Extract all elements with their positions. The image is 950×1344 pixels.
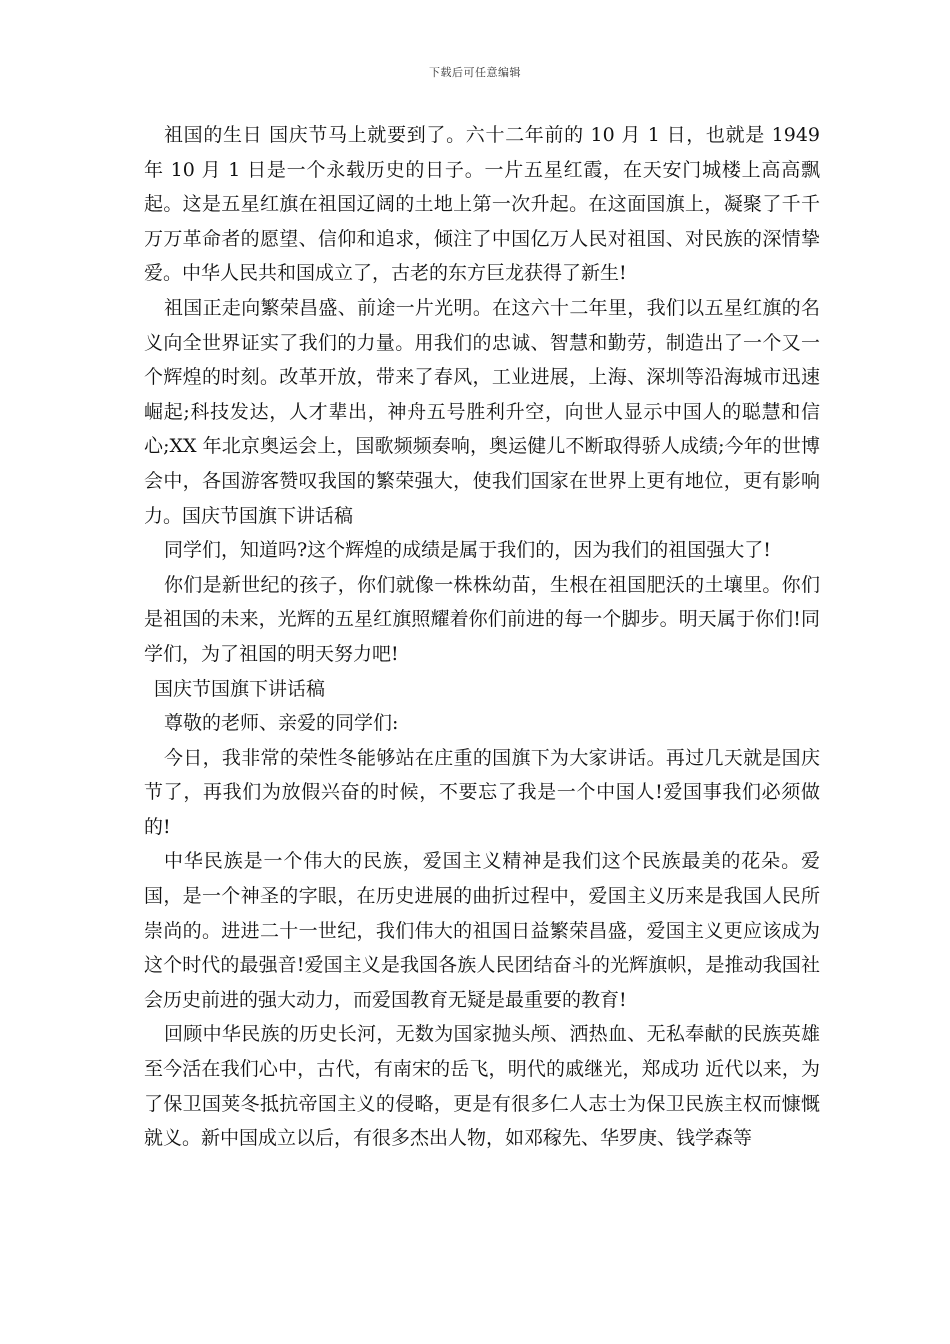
paragraph-today: 今日，我非常的荣性冬能够站在庄重的国旗下为大家讲话。再过几天就是国庆节了，再我们为放假兴奋的时候，不要忘了我是一个中国人!爱国事我们必须做的! <box>144 746 820 838</box>
section-title: 国庆节国旗下讲话稿 <box>154 677 326 700</box>
paragraph-national-day-intro: 祖国的生日 国庆节马上就要到了。六十二年前的 10 月 1 日，也就是 1949 年 10 月 1 日是一个永载历史的日子。一片五星红霞，在天安门城楼上高高飘起。这是五星红旗在祖国辽阔的土地上第一次升起。在这面国旗上，凝聚了千千万万革命者的愿望、信仰和追求，倾注了中国亿万人民对祖国、对民族的深情挚爱。中华人民共和国成立了，古老的东方巨龙获得了新生! <box>144 124 820 285</box>
paragraph-new-century: 你们是新世纪的孩子，你们就像一株株幼苗，生根在祖国肥沃的土壤里。你们是祖国的未来，光辉的五星红旗照耀着你们前进的每一个脚步。明天属于你们!同学们，为了祖国的明天努力吧! <box>144 573 820 665</box>
paragraph-patriotism: 中华民族是一个伟大的民族，爱国主义精神是我们这个民族最美的花朵。爱国，是一个神圣的字眼，在历史进展的曲折过程中，爱国主义历来是我国人民所崇尚的。进进二十一世纪，我们伟大的祖国日益繁荣昌盛，爱国主义更应该成为这个时代的最强音!爱国主义是我国各族人民团结奋斗的光辉旗帜，是推动我国社会历史前进的强大动力，而爱国教育无疑是最重要的教育! <box>144 850 820 1011</box>
paragraph-history: 回顾中华民族的历史长河，无数为国家抛头颅、洒热血、无私奉献的民族英雄至今活在我们心中，古代，有南宋的岳飞，明代的戚继光，郑成功 近代以来，为了保卫国荚冬抵抗帝国主义的侵略，更是有很多仁人志士为保卫民族主权而慷慨就义。新中国成立以后，有很多杰出人物，如邓稼先、华罗庚、钱学森等 <box>144 1023 820 1150</box>
page-header-note: 下载后可任意编辑 <box>429 66 521 79</box>
paragraph-students-question: 同学们，知道吗?这个辉煌的成绩是属于我们的，因为我们的祖国强大了! <box>164 539 771 562</box>
paragraph-prosperity: 祖国正走向繁荣昌盛、前途一片光明。在这六十二年里，我们以五星红旗的名义向全世界证实了我们的力量。用我们的忠诚、智慧和勤劳，制造出了一个又一个辉煌的时刻。改革开放，带来了春风，工业进展，上海、深圳等沿海城市迅速崛起;科技发达，人才辈出，神舟五号胜利升空，向世人显示中国人的聪慧和信心;XX 年北京奥运会上，国歌频频奏响，奥运健儿不断取得骄人成绩;今年的世博会中，各国游客赞叹我国的繁荣强大，使我们国家在世界上更有地位，更有影响力。国庆节国旗下讲话稿 <box>144 296 820 527</box>
salutation: 尊敬的老师、亲爱的同学们: <box>164 712 399 735</box>
document-body <box>144 118 820 1156</box>
